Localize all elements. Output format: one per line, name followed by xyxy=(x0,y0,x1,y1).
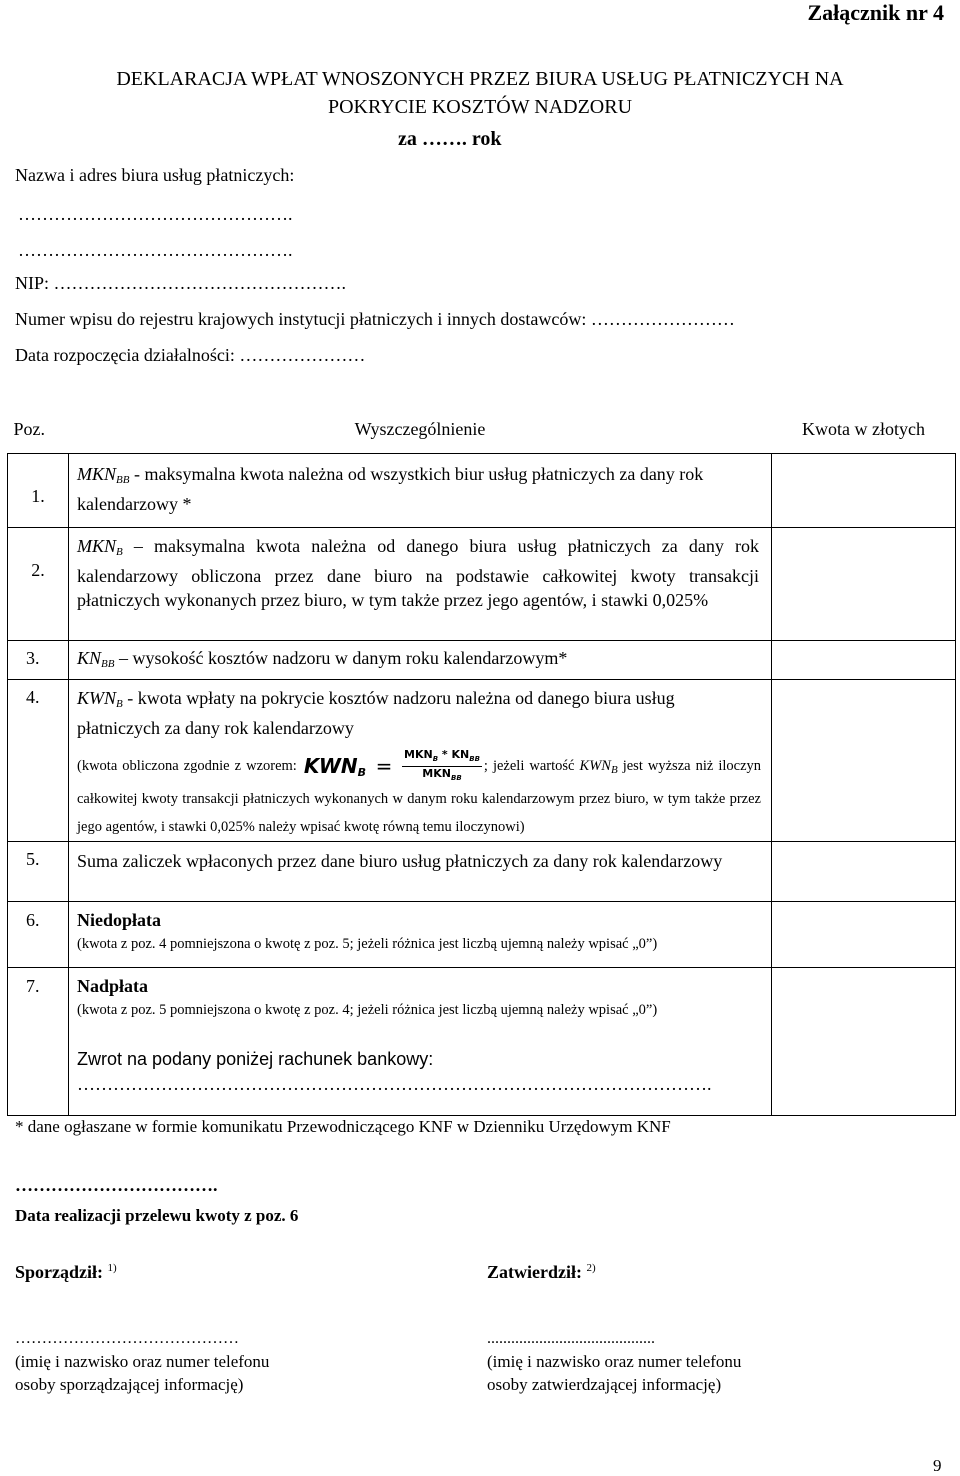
kwn-formula xyxy=(304,748,482,785)
formula-equals: = xyxy=(375,754,393,778)
row-6-note: (kwota z poz. 4 pomniejszona o kwotę z poz. 5; jeżeli różnica jest liczbą ujemną należy wpisać „0”) xyxy=(77,935,658,952)
row-2-number: 2. xyxy=(31,559,45,580)
approved-by-footnote: 2) xyxy=(586,1262,596,1274)
transfer-date-dots[interactable]: ……………………………. xyxy=(15,1175,218,1195)
row-2-symbol-sub: B xyxy=(116,545,123,558)
row-4-symbol: KWN xyxy=(77,687,117,708)
formula-denominator: $MKN_{BB}$ xyxy=(422,766,462,782)
prepared-by-caption-1: (imię i nazwisko oraz numer telefonu xyxy=(15,1352,270,1371)
row-5-description: Suma zaliczek wpłaconych przez dane biuro usług płatniczych za dany rok kalendarzowy xyxy=(77,850,723,871)
row-4-note-end: jest wyższa niż iloczyn całkowitej kwoty transakcji płatniczych wykonanych w danym roku kalendarzowym przez biuro, w tym także przez jego agentów, i stawki 0,025% należy wpisać kwotę równą temu iloczynowi) xyxy=(77,757,762,835)
row-4-amount-cell[interactable] xyxy=(772,679,956,841)
row-2-description xyxy=(69,528,771,612)
approved-by-caption-2: osoby zatwierdzającej informację) xyxy=(487,1375,722,1394)
row-3-description xyxy=(69,641,771,670)
registry-dots[interactable]: …………………… xyxy=(590,309,735,329)
row-2-symbol: MKN xyxy=(77,535,117,556)
row-3-amount-cell[interactable] xyxy=(772,640,956,679)
row-3-symbol: KN xyxy=(77,647,102,668)
document-title-line2: POKRYCIE KOSZTÓW NADZORU xyxy=(327,96,633,118)
nip-dots[interactable]: …………………………………………. xyxy=(53,273,347,293)
row-2-text: – maksymalna kwota należna od danego biura usług płatniczych za dany rok kalendarzowy obliczona przez dane biuro na podstawie całkowitej kwoty transakcji płatniczych wykonanych przez biuro, w tym także przez jego agentów, i stawki 0,025% xyxy=(77,535,759,610)
row-4-description xyxy=(69,680,771,740)
document-title-line1: DEKLARACJA WPŁAT WNOSZONYCH PRZEZ BIURA USŁUG PŁATNICZYCH NA xyxy=(116,68,844,90)
row-6-title: Niedopłata xyxy=(77,909,162,930)
row-1-symbol: MKN xyxy=(77,463,117,484)
row-6-number: 6. xyxy=(26,909,40,930)
row-4-note-start: (kwota obliczona zgodnie z wzorem: xyxy=(77,757,297,774)
year-line: za ……. rok xyxy=(398,128,502,150)
attachment-label: Załącznik nr 4 xyxy=(807,0,944,25)
row-4-note-symbol: KWN xyxy=(579,757,611,774)
formula-lhs-sub: B xyxy=(357,765,367,779)
row-1-text: - maksymalna kwota należna od wszystkich biur usług płatniczych za dany rok kalendarzowy * xyxy=(77,463,704,514)
office-name-dots-2[interactable]: ………………………………………. xyxy=(18,240,293,260)
office-name-dots-1[interactable]: ………………………………………. xyxy=(18,204,293,224)
row-7-note: (kwota z poz. 5 pomniejszona o kwotę z poz. 4; jeżeli różnica jest liczbą ujemną należy wpisać „0”) xyxy=(77,1001,658,1018)
row-5-amount-cell[interactable] xyxy=(772,841,956,901)
prepared-by-label: Sporządził: $^{1)}$ xyxy=(15,1262,117,1282)
row-7-title: Nadpłata xyxy=(77,975,149,996)
row-1-description xyxy=(69,454,771,516)
formula-numerator: $MKN_B * KN_{BB}$ xyxy=(402,748,482,767)
row-4-text: - kwota wpłaty na pokrycie kosztów nadzoru należna od danego biura usług płatniczych za dany rok kalendarzowy xyxy=(77,687,675,738)
header-description: Wyszczególnienie xyxy=(354,419,486,439)
header-position: Poz. xyxy=(13,419,45,439)
row-3-text: – wysokość kosztów nadzoru w danym roku kalendarzowym* xyxy=(114,647,568,668)
row-1-amount-cell[interactable] xyxy=(772,453,956,527)
start-date-dots[interactable]: ………………… xyxy=(239,345,366,365)
approved-by-caption-1: (imię i nazwisko oraz numer telefonu xyxy=(487,1352,742,1371)
registry-label: Numer wpisu do rejestru krajowych instytucji płatniczych i innych dostawców: xyxy=(15,309,587,329)
row-7-refund-label: Zwrot na podany poniżej rachunek bankowy: xyxy=(77,1048,434,1069)
transfer-date-label: Data realizacji przelewu kwoty z poz. 6 xyxy=(15,1206,299,1225)
row-4-symbol-sub: B xyxy=(116,697,123,710)
approved-by-label: Zatwierdził: $^{2)}$ xyxy=(487,1262,596,1282)
office-name-label: Nazwa i adres biura usług płatniczych: xyxy=(15,165,295,185)
row-6-amount-cell[interactable] xyxy=(772,901,956,967)
row-1-number: 1. xyxy=(31,485,45,506)
row-7-refund-dots[interactable]: ……………………………………………………………………………………………. xyxy=(77,1073,712,1094)
footnote: * dane ogłaszane w formie komunikatu Przewodniczącego KNF w Dzienniku Urzędowym KNF xyxy=(15,1117,671,1136)
page-number: 9 xyxy=(933,1456,942,1475)
row-2-amount-cell[interactable] xyxy=(772,527,956,640)
start-date-label: Data rozpoczęcia działalności: xyxy=(15,345,235,365)
prepared-by-caption-2: osoby sporządzającej informację) xyxy=(15,1375,244,1394)
row-5-number: 5. xyxy=(26,848,40,869)
prepared-by-dots[interactable]: …………………………………… xyxy=(15,1330,239,1347)
row-4-note xyxy=(69,740,771,841)
nip-label: NIP: xyxy=(15,273,50,293)
row-4-note-symbol-sub: B xyxy=(610,763,618,776)
row-3-symbol-sub: BB xyxy=(101,657,115,670)
row-4-number: 4. xyxy=(26,686,40,707)
row-4-note-mid: ; jeżeli wartość xyxy=(483,757,580,774)
row-1-symbol-sub: BB xyxy=(116,473,130,486)
header-amount: Kwota w złotych xyxy=(802,419,925,439)
row-3-number: 3. xyxy=(26,647,40,668)
formula-lhs: KWN xyxy=(303,753,358,778)
prepared-by-footnote: 1) xyxy=(107,1262,117,1274)
row-7-number: 7. xyxy=(26,975,40,996)
row-7-amount-cell[interactable] xyxy=(772,967,956,1115)
declaration-table xyxy=(7,405,956,1116)
approved-by-dots[interactable]: .......................................... xyxy=(487,1330,655,1347)
